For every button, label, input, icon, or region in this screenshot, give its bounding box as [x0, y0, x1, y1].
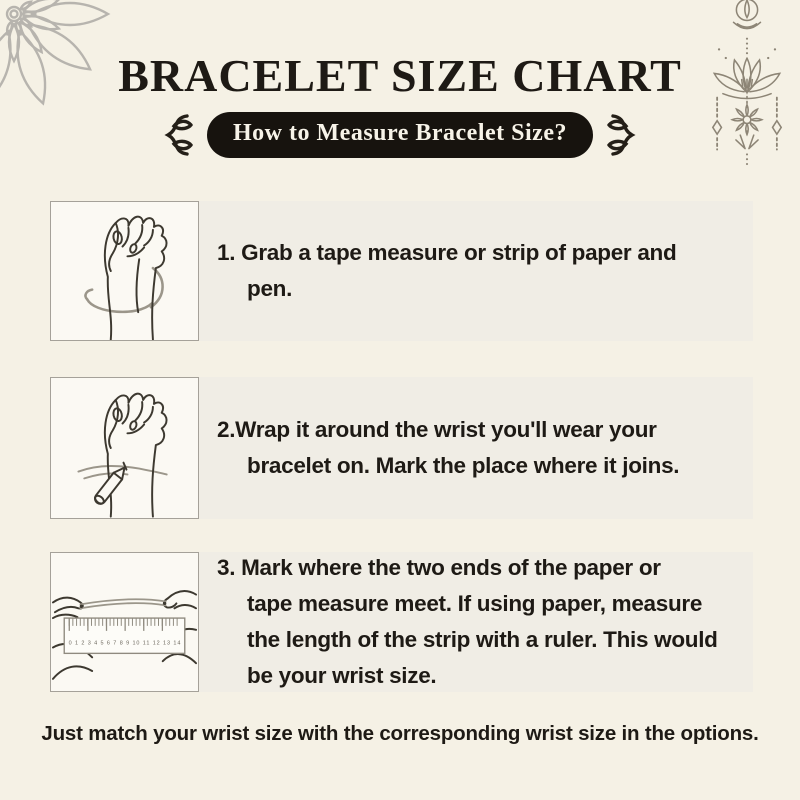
flourish-left-icon [158, 112, 194, 158]
step-2-illustration-box [50, 377, 199, 519]
step-text-line: 3. Mark where the two ends of the paper or [217, 554, 661, 580]
step-text-line: be your wrist size. [247, 662, 437, 688]
header [0, 0, 800, 158]
step-text-line: 1. Grab a tape measure or strip of paper and [217, 239, 677, 265]
step-text-line: bracelet on. Mark the place where it joins. [247, 452, 680, 478]
step-text-line: tape measure meet. If using paper, measure [247, 590, 703, 616]
ruler-numbers: 0 1 2 3 4 5 6 7 8 9 10 11 12 13 14 [68, 640, 181, 647]
fist-with-pen-marking-icon [51, 378, 198, 518]
step-3-illustration-box [50, 552, 199, 692]
hands-ruler-measuring-icon [51, 553, 198, 691]
step-3-text [199, 552, 753, 692]
flourish-right-icon [606, 112, 642, 158]
step-2-panel [50, 377, 753, 519]
step-1-text [199, 201, 753, 341]
step-text-line: pen. [247, 275, 293, 301]
step-1-illustration-box [50, 201, 199, 341]
step-1-panel [50, 201, 753, 341]
page-title: BRACELET SIZE CHART [118, 50, 682, 101]
fist-with-tape-measure-icon [51, 202, 198, 340]
badge-row [0, 112, 800, 158]
step-text-line: the length of the strip with a ruler. This would [247, 626, 718, 652]
step-text-line: 2.Wrap it around the wrist you'll wear your [217, 416, 657, 442]
footer-note: Just match your wrist size with the corresponding wrist size in the options. [41, 721, 759, 745]
instruction-steps [50, 201, 753, 692]
step-3-panel [50, 552, 753, 692]
step-2-text [199, 377, 753, 519]
badge-how-to-measure: How to Measure Bracelet Size? [207, 112, 593, 158]
